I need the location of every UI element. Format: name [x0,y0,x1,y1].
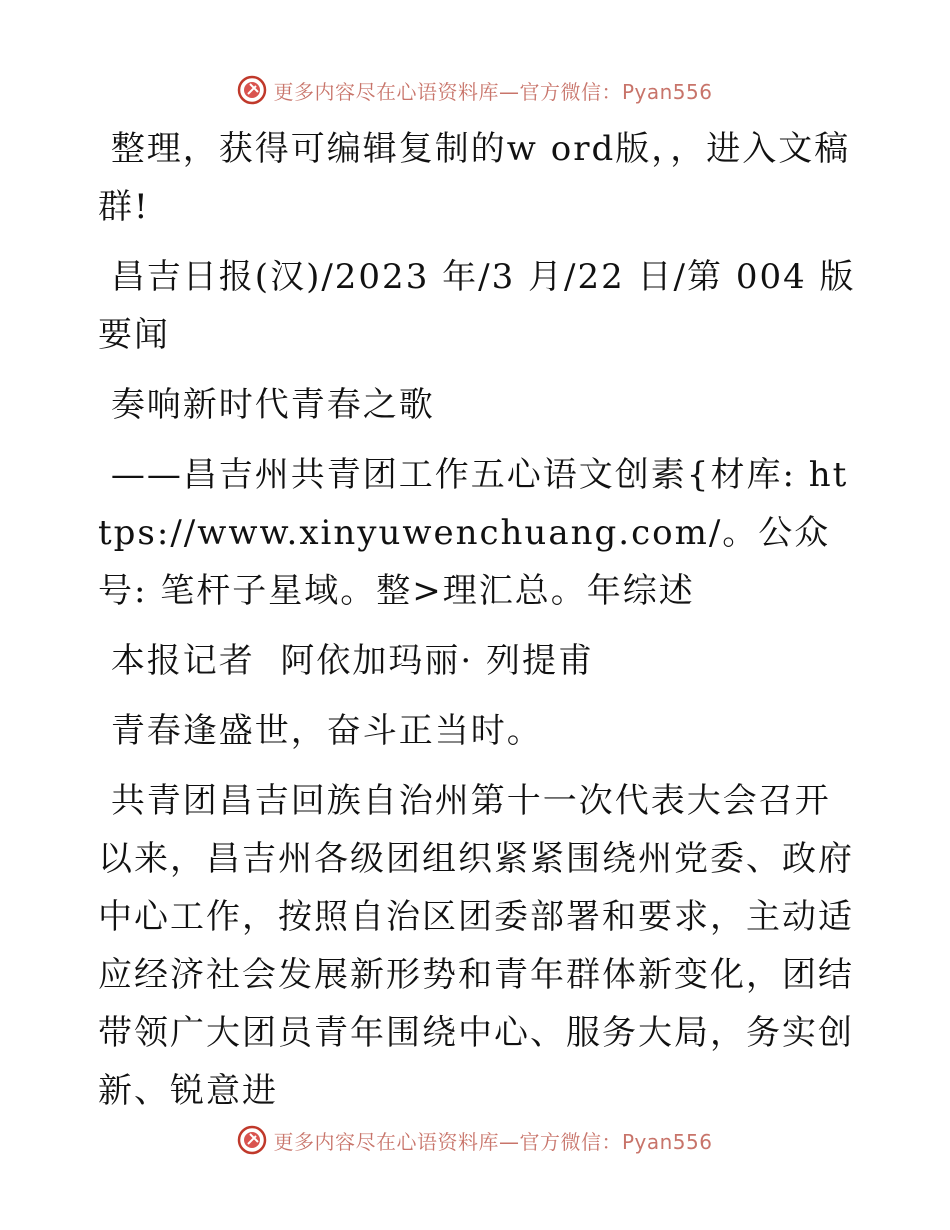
byline: 本报记者 阿依加玛丽· 列提甫 [98,641,595,681]
footer-watermark-banner [0,1120,950,1160]
body-paragraph: 共青团昌吉回族自治州第十一次代表大会召开以来，昌吉州各级团组织紧紧围绕州党委、政府中心工作，按照自治区团委部署和要求，主动适应经济社会发展新形势和青年群体新变化，团结带领广大团员青年围绕中心、服务大局，务实创新、锐意进 [98,781,854,1111]
document-body [98,120,858,1120]
watermark-text: 更多内容尽在心语资料库—官方微信：Pyan556 [273,79,713,104]
lead-sentence: 青春逢盛世，奋斗正当时。 [98,711,543,751]
watermark-text: 更多内容尽在心语资料库—官方微信：Pyan556 [273,1129,713,1154]
seal-logo-icon [237,75,267,105]
intro-line: 整理，获得可编辑复制的w ord版，，进入文稿群! [98,129,851,227]
seal-logo-icon [237,1125,267,1155]
source-line: 昌吉日报(汉)/2023 年/3 月/22 日/第 004 版要闻 [98,257,856,355]
header-watermark-banner [0,70,950,110]
subheadline: ——昌吉州共青团工作五心语文创素{材库: https://www.xinyuwenchuang.com/。公众号: 笔杆子星域。整>理汇总。年综述 [98,455,849,611]
headline: 奏响新时代青春之歌 [98,385,435,425]
